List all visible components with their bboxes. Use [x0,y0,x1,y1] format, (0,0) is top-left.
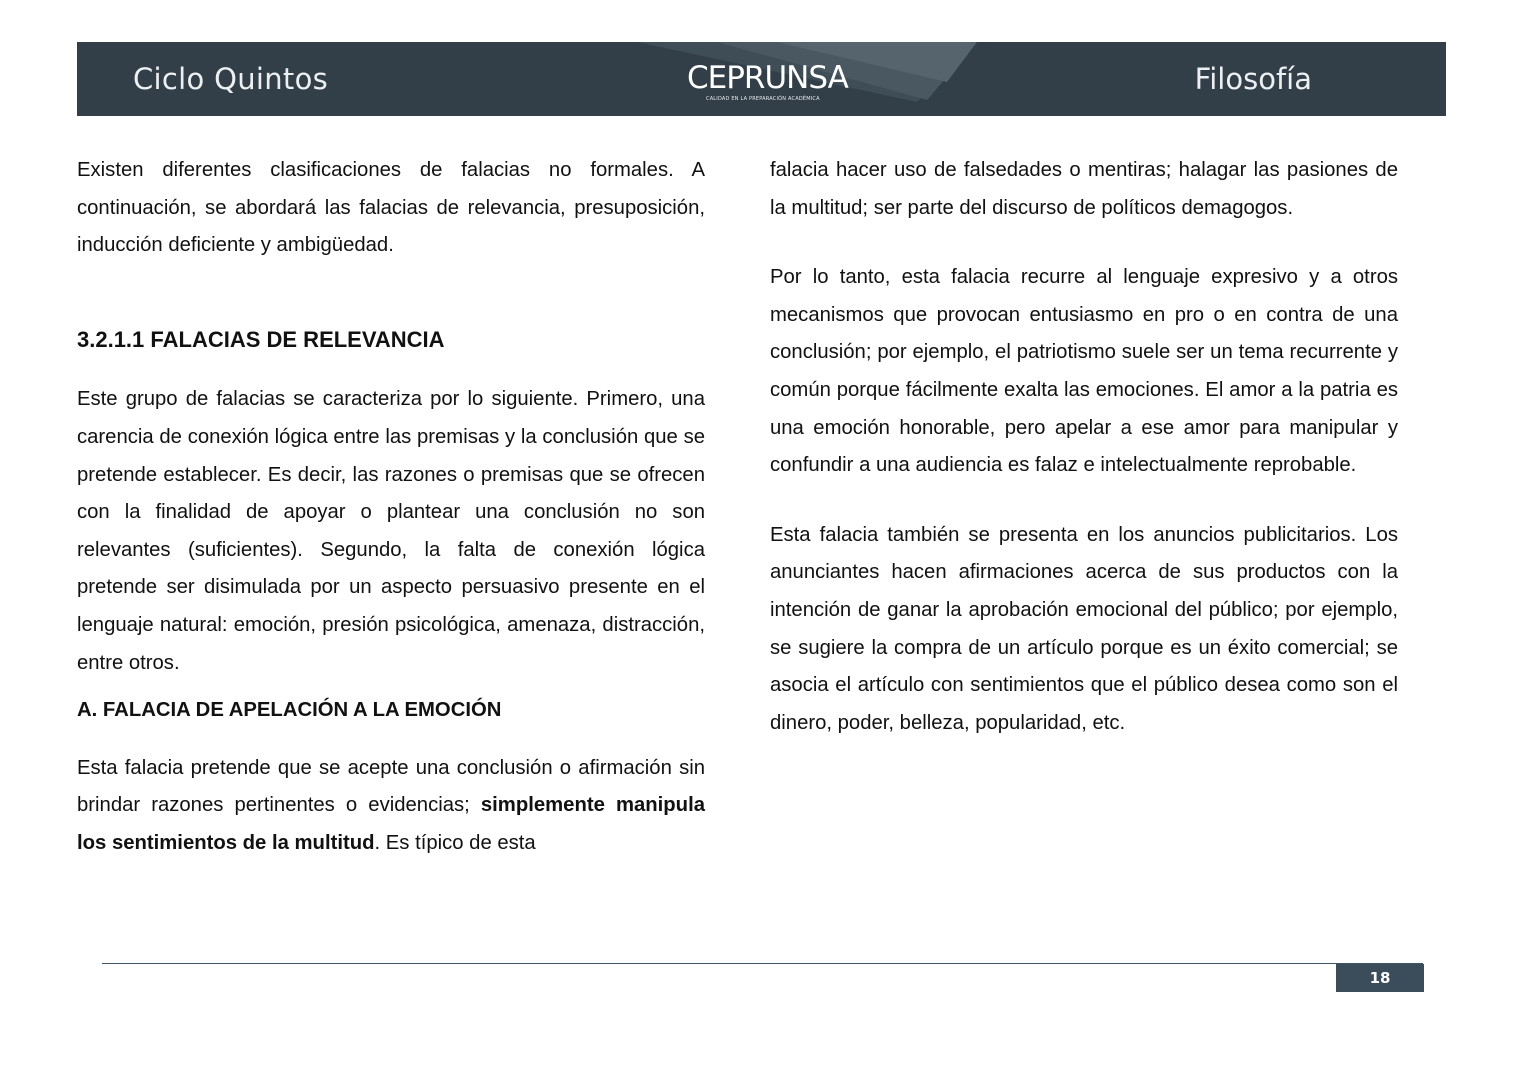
subject-title: Filosofía [1194,62,1312,96]
intro-paragraph: Existen diferentes clasificaciones de falacias no formales. A continuación, se abordará las falacias de relevancia, presuposición, inducción deficiente y ambigüedad. [77,159,705,257]
subheading: A. FALACIA DE APELACIÓN A LA EMOCIÓN [77,699,502,722]
page-number: 18 [1336,964,1424,992]
emotion-text-before: Esta falacia pretende que se acepte una conclusión o afirmación sin brindar razones pertinentes o evidencias; [77,756,705,817]
section-paragraph: Este grupo de falacias se caracteriza por lo siguiente. Primero, una carencia de conexión lógica entre las premisas y la conclusión que se pretende establecer. Es decir, las razones o premisas que se ofrecen con la finalidad de apoyar o plantear una conclusión no son relevantes (suficientes). Segundo, la falta de conexión lógica pretende ser disimulada por un aspecto persuasivo presente en el lenguaje natural: emoción, presión psicológica, amenaza, distracción, entre otros. [77,388,705,674]
course-title: Ciclo Quintos [133,62,329,96]
right-paragraph-1: falacia hacer uso de falsedades o mentiras; halagar las pasiones de la multitud; ser parte del discurso de políticos demagogos. [770,159,1398,219]
logo-tagline: CALIDAD EN LA PREPARACIÓN ACADÉMICA [706,96,820,102]
left-column [77,152,705,863]
ceprunsa-logo [687,60,857,108]
emotion-paragraph [77,750,705,863]
emotion-text-bold: simplemente manipula los sentimientos de la multitud [77,794,705,854]
section-heading: 3.2.1.1 FALACIAS DE RELEVANCIA [77,326,445,352]
right-paragraph-2: Por lo tanto, esta falacia recurre al lenguaje expresivo y a otros mecanismos que provocan entusiasmo en pro o en contra de una conclusión; por ejemplo, el patriotismo suele ser un tema recurrente y común porque fácilmente exalta las emociones. El amor a la patria es una emoción honorable, pero apelar a ese amor para manipular y confundir a una audiencia es falaz e intelectualmente reprobable. [770,266,1398,477]
emotion-text-after: . Es típico de esta [374,831,536,854]
page-header [77,42,1446,116]
footer-divider [102,963,1423,964]
right-paragraph-3: Esta falacia también se presenta en los anuncios publicitarios. Los anunciantes hacen afirmaciones acerca de sus productos con la intención de ganar la aprobación emocional del público; por ejemplo, se sugiere la compra de un artículo porque es un éxito comercial; se asocia el artículo con sentimientos que el público desea como son el dinero, poder, belleza, popularidad, etc. [770,523,1398,734]
logo-text: CEPRUNSA [687,60,848,96]
right-column [770,152,1398,742]
